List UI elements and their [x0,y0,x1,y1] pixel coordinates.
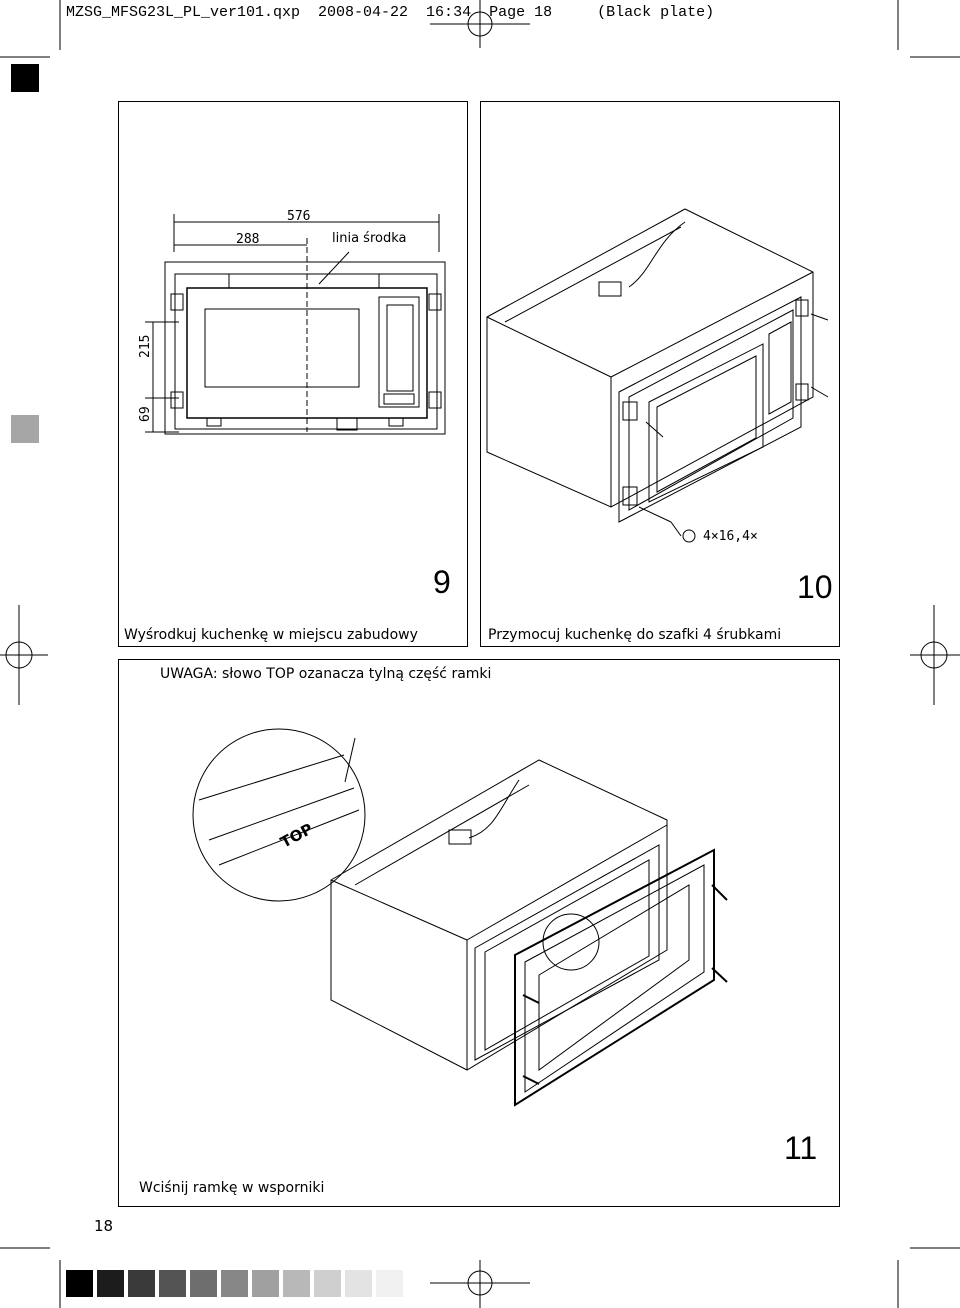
swatch [190,1270,217,1297]
step-11-number: 11 [784,1130,818,1166]
step-11-note: UWAGA: słowo TOP ozanacza tylną część ramki [160,666,492,682]
microwave-front-diagram [119,102,469,562]
swatch [159,1270,186,1297]
step-11-caption: Wciśnij ramkę w wsporniki [139,1180,325,1196]
top-label: TOP [277,819,316,852]
swatch [314,1270,341,1297]
dimension-69: 69 [138,406,153,422]
frame-install-diagram [119,660,841,1130]
page-number: 18 [94,1217,114,1235]
swatch [128,1270,155,1297]
step-11-panel [118,659,840,1207]
dimension-215: 215 [138,334,153,358]
swatch [252,1270,279,1297]
step-9-number: 9 [433,564,451,600]
screw-size-label: 4×16,4× [703,529,758,544]
step-10-number: 10 [797,569,833,605]
dimension-576: 576 [287,209,311,224]
print-slug: MZSG_MFSG23L_PL_ver101.qxp 2008-04-22 16:34 Page 18 (Black plate) [66,4,715,21]
swatch [66,1270,93,1297]
swatch [283,1270,310,1297]
step-10-panel [480,101,840,647]
step-10-caption: Przymocuj kuchenkę do szafki 4 śrubkami [488,627,782,643]
cabinet-screw-diagram [481,102,841,562]
swatch [345,1270,372,1297]
center-line-label: linia środka [332,231,407,246]
dimension-288: 288 [236,232,260,247]
swatch [376,1270,403,1297]
step-9-panel [118,101,468,647]
step-9-caption: Wyśrodkuj kuchenkę w miejscu zabudowy [124,627,418,643]
swatch [97,1270,124,1297]
swatch [221,1270,248,1297]
